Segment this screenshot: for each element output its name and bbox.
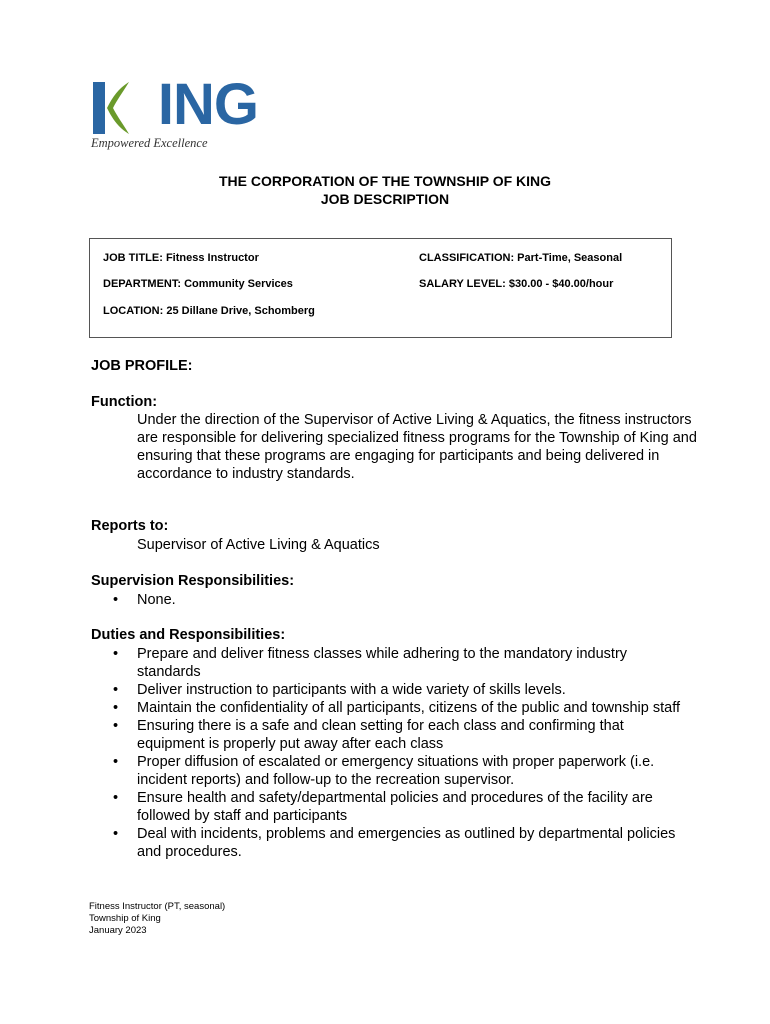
list-item: • Deal with incidents, problems and emergencies as outlined by departmental policies and procedures. xyxy=(91,825,691,861)
function-text: Under the direction of the Supervisor of Active Living & Aquatics, the fitness instructors are responsible for delivering specialized fitness programs for the Township of King and ensuring that these programs are engaging for participants and being delivered in accordance to industry standards. xyxy=(137,412,697,482)
document-footer xyxy=(89,901,225,937)
footer-line-2: Township of King xyxy=(89,913,161,924)
footer-line-3: January 2023 xyxy=(89,925,147,936)
logo-wordmark xyxy=(117,72,259,137)
title-line-2: JOB DESCRIPTION xyxy=(320,191,450,207)
list-item: • Maintain the confidentiality of all participants, citizens of the public and township staff xyxy=(91,699,691,717)
department-field: DEPARTMENT: Community Services xyxy=(103,278,293,290)
job-title-field: JOB TITLE: Fitness Instructor xyxy=(103,252,259,264)
reports-to-heading: Reports to: xyxy=(91,518,169,534)
list-item: • Proper diffusion of escalated or emergency situations with proper paperwork (i.e. incident reports) and follow-up to the recreation supervisor. xyxy=(91,753,691,789)
logo-tagline: Empowered Excellence xyxy=(91,136,208,150)
list-item: • None. xyxy=(91,591,691,609)
duties-heading: Duties and Responsibilities: xyxy=(91,627,286,643)
job-profile-heading: JOB PROFILE: xyxy=(91,358,193,374)
title-line-1: THE CORPORATION OF THE TOWNSHIP OF KING xyxy=(218,173,552,189)
list-item: • Prepare and deliver fitness classes while adhering to the mandatory industry standards xyxy=(91,645,691,681)
reports-to-text: Supervisor of Active Living & Aquatics xyxy=(137,537,380,553)
list-item: • Ensure health and safety/departmental policies and procedures of the facility are followed by staff and participants xyxy=(91,789,691,825)
salary-field: SALARY LEVEL: $30.00 - $40.00/hour xyxy=(419,278,614,290)
logo-wordmark-rest: ING xyxy=(157,72,259,137)
document-title xyxy=(0,172,770,208)
supervision-heading: Supervision Responsibilities: xyxy=(91,573,295,589)
list-item: • Ensuring there is a safe and clean setting for each class and confirming that equipment is properly put away after each class xyxy=(91,717,691,753)
supervision-list xyxy=(91,591,691,609)
list-item: • Deliver instruction to participants with a wide variety of skills levels. xyxy=(91,681,691,699)
function-heading: Function: xyxy=(91,394,158,410)
job-info-box xyxy=(89,238,672,338)
location-field: LOCATION: 25 Dillane Drive, Schomberg xyxy=(103,305,315,317)
classification-field: CLASSIFICATION: Part-Time, Seasonal xyxy=(419,252,623,264)
footer-line-1: Fitness Instructor (PT, seasonal) xyxy=(89,901,226,912)
duties-list xyxy=(91,645,691,861)
king-logo xyxy=(91,72,259,152)
